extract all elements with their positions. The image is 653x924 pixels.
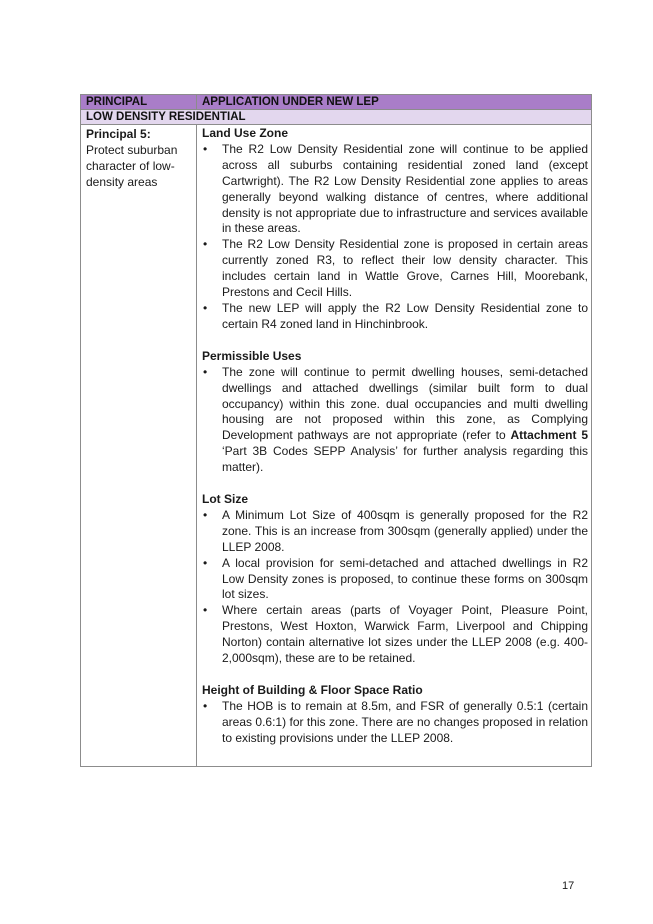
land-use-heading: Land Use Zone <box>202 126 289 140</box>
permissible-uses-list <box>202 365 588 476</box>
principle-description: Protect suburban character of low-density areas <box>86 143 178 189</box>
list-item: • The HOB is to remain at 8.5m, and FSR of generally 0.5:1 (certain areas 0.6:1) for this zone. There are no changes proposed in relation to existing provisions under the LLEP 2008. <box>203 698 588 745</box>
table-header-row <box>81 95 591 110</box>
list-item: • The new LEP will apply the R2 Low Density Residential zone to certain R4 zoned land in Hinchinbrook. <box>203 300 588 331</box>
header-application: APPLICATION UNDER NEW LEP <box>202 96 379 108</box>
header-column-divider <box>196 95 197 110</box>
permissible-uses-heading: Permissible Uses <box>202 348 302 363</box>
land-use-list <box>202 142 588 333</box>
lot-size-list <box>202 508 588 667</box>
section-title: LOW DENSITY RESIDENTIAL <box>86 111 246 123</box>
application-cell <box>202 126 588 747</box>
list-item: • The R2 Low Density Residential zone is proposed in certain areas currently zoned R3, to reflect their low density character. This includes certain land in Wattle Grove, Carnes Hill, Moorebank, Prestons and Cecil Hills. <box>203 237 588 300</box>
section-title-row <box>81 110 591 125</box>
principles-table <box>80 94 592 767</box>
list-item: • A Minimum Lot Size of 400sqm is generally proposed for the R2 zone. This is an increase from 300sqm (generally applied) under the LLEP 2008. <box>203 507 588 554</box>
principle-cell <box>86 126 191 190</box>
column-divider <box>196 125 197 766</box>
list-item: • The zone will continue to permit dwelling houses, semi-detached dwellings and attached dwellings (similar built form to dual occupancy) within this zone. dual occupancies and multi dwelling housing are not proposed within this zone, as Complying Development pathways are not appropriate (refer to Attachment 5 ‘Part 3B Codes SEPP Analysis’ for further analysis regarding this matter). <box>203 364 588 475</box>
attachment-reference: Attachment 5 <box>510 428 588 443</box>
lot-size-heading: Lot Size <box>202 492 249 507</box>
height-fsr-heading: Height of Building & Floor Space Ratio <box>202 683 423 697</box>
list-item: • A local provision for semi-detached and attached dwellings in R2 Low Density zones is proposed, to continue these forms on 300sqm lot sizes. <box>203 555 588 602</box>
height-fsr-list <box>202 699 588 747</box>
principle-title: Principal 5: <box>86 127 151 141</box>
list-item: • The R2 Low Density Residential zone will continue to be applied across all suburbs containing residential zoned land (except Cartwright). The R2 Low Density Residential zone applies to areas generally beyond walking distance of centres, where additional density is not appropriate due to infrastructure and services available in these areas. <box>203 141 588 236</box>
page-number: 17 <box>562 880 575 892</box>
header-principal: PRINCIPAL <box>86 96 148 108</box>
list-item: • Where certain areas (parts of Voyager Point, Pleasure Point, Prestons, West Hoxton, Warwick Farm, Liverpool and Chipping Norton) contain alternative lot sizes under the LLEP 2008 (e.g. 400-2,000sqm), these are to be retained. <box>203 603 588 666</box>
